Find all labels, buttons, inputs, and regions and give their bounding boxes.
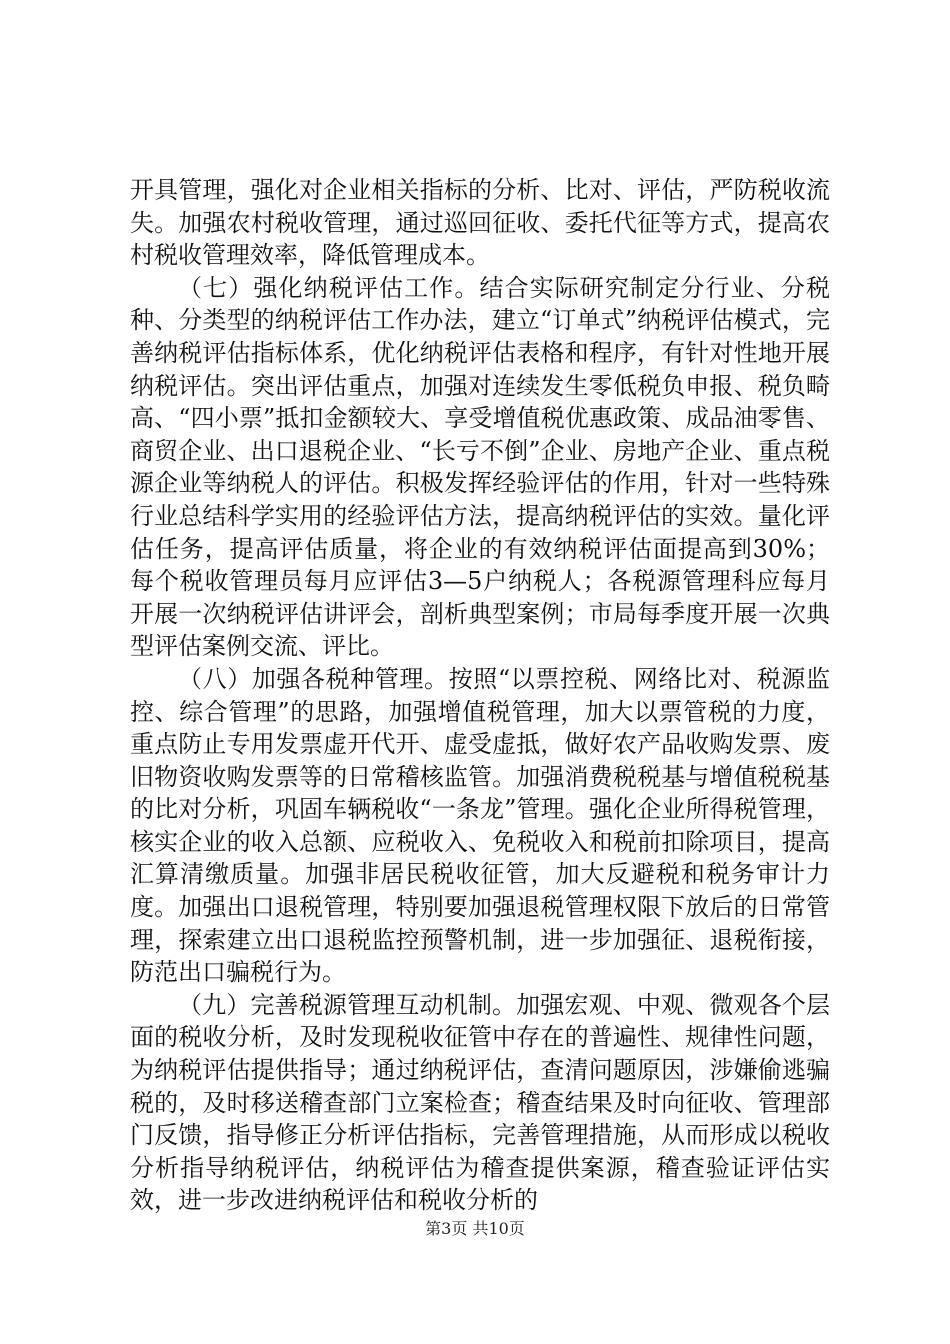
- paragraph-continuation: 开具管理，强化对企业相关指标的分析、比对、评估，严防税收流失。加强农村税收管理，通过巡回征收、委托代征等方式，提高农村税收管理效率，降低管理成本。: [130, 176, 830, 270]
- paragraph-eight: （八）加强各税种管理。按照“以票控税、网络比对、税源监控、综合管理”的思路，加强增值税管理，加大以票管税的力度，重点防止专用发票虚开代开、虚受虚抵，做好农产品收购发票、废旧物资收购发票等的日常稽核监管。加强消费税税基与增值税税基的比对分析，巩固车辆税收“一条龙”管理。强化企业所得税管理，核实企业的收入总额、应税收入、免税收入和税前扣除项目，提高汇算清缴质量。加强非居民税收征管，加大反避税和税务审计力度。加强出口退税管理，特别要加强退税管理权限下放后的日常管理，探索建立出口退税监控预警机制，进一步加强征、退税衔接，防范出口骗税行为。: [130, 664, 830, 987]
- body-text: [130, 174, 830, 1217]
- paragraph-nine: （九）完善税源管理互动机制。加强宏观、中观、微观各个层面的税收分析，及时发现税收征管中存在的普遍性、规律性问题，为纳税评估提供指导；通过纳税评估，查清问题原因，涉嫌偷逃骗税的，及时移送稽查部门立案检查；稽查结果及时向征收、管理部门反馈，指导修正分析评估指标，完善管理措施，从而形成以税收分析指导纳税评估，纳税评估为稽查提供案源，稽查验证评估实效，进一步改进纳税评估和税收分析的: [130, 990, 830, 1215]
- page-footer: 第3页 共10页: [425, 1219, 525, 1238]
- paragraph-seven: （七）强化纳税评估工作。结合实际研究制定分行业、分税种、分类型的纳税评估工作办法，建立“订单式”纳税评估模式，完善纳税评估指标体系，优化纳税评估表格和程序，有针对性地开展纳税评估。突出评估重点，加强对连续发生零低税负申报、税负畸高、“四小票”抵扣金额较大、享受增值税优惠政策、成品油零售、商贸企业、出口退税企业、“长亏不倒”企业、房地产企业、重点税源企业等纳税人的评估。积极发挥经验评估的作用，针对一些特殊行业总结科学实用的经验评估方法，提高纳税评估的实效。量化评估任务，提高评估质量，将企业的有效纳税评估面提高到30%；每个税收管理员每月应评估3—5户纳税人；各税源管理科应每月开展一次纳税评估讲评会，剖析典型案例；市局每季度开展一次典型评估案例交流、评比。: [130, 273, 830, 661]
